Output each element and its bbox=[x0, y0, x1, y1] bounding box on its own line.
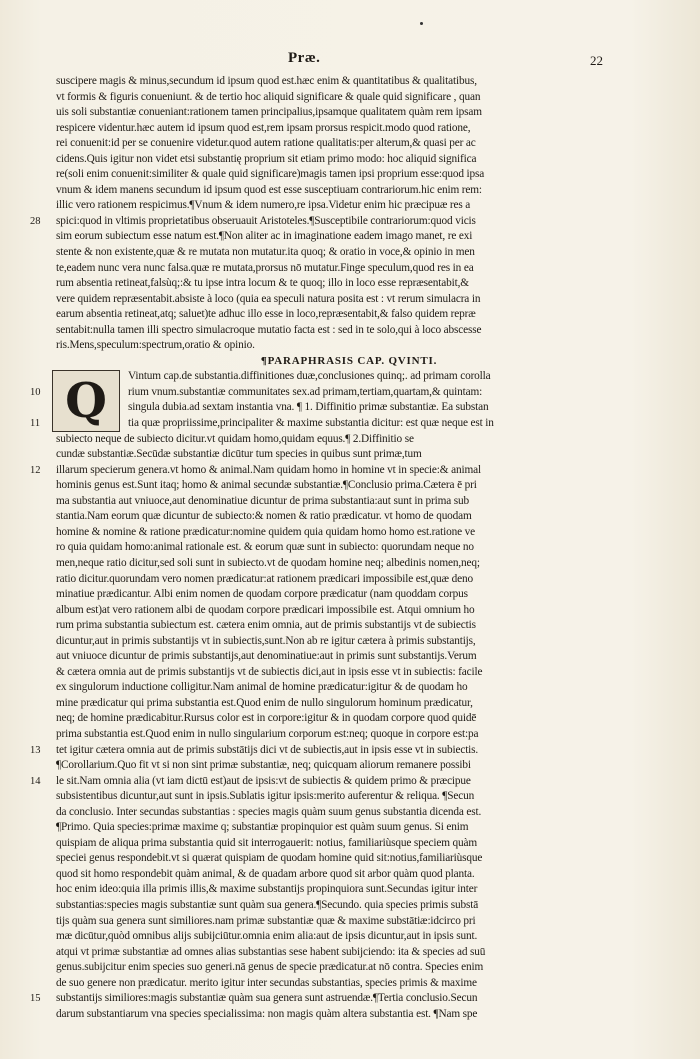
text-line: illic vero rationem respicimus.¶Vnum & idem numero,re ipsa.Videtur enim hic præcipuæ res a bbox=[56, 199, 471, 212]
text-line: dicuntur,aut in primis substantijs vt in subiectis,sunt.Non ab re igitur cætera à primis substantijs, bbox=[56, 634, 476, 647]
text-line: rum prima substantia subiectum est. cætera enim omnia, aut de primis substantijs vt de subiectis bbox=[56, 619, 476, 632]
text-line: stantia.Nam eorum quæ dicuntur de subiecto:& nomen & ratio prædicatur. vt homo de quodam bbox=[56, 510, 472, 523]
text-line: stente & non existente,quæ & re mutata non mutatur.ita quoq; & oratio in voce,& opinio in men bbox=[56, 246, 475, 259]
margin-number: 28 bbox=[30, 215, 41, 227]
text-line: quispiam de aliqua prima substantia quid sit interrogauerit: notius, familiariùsque speciem quàm bbox=[56, 836, 478, 849]
text-line: men,neque ratio dicitur,sed soli sunt in subiecto.vt de quodam homine neq; albedinis nomen,neq; bbox=[56, 556, 480, 569]
text-line: rium vnum.substantiæ communitates sex.ad primam,tertiam,quartam,& quintam: bbox=[128, 385, 483, 398]
margin-number: 10 bbox=[30, 387, 41, 398]
text-line: homine & nomine & ratione prædicatur:nomine quidem quia quidam homo homo est.ratione ve bbox=[56, 525, 475, 538]
text-line: quod sit homo respondebit quàm animal, & de quadam arbore quod sit arbor quàm quod planta. bbox=[56, 867, 475, 880]
text-line: tijs quàm sua genera sunt similiores.nam primæ substantiæ quæ & maxime substātiæ:idcirco pri bbox=[56, 914, 476, 927]
text-line: da conclusio. Inter secundas substantias : species magis quàm suum genus substantia dicenda est. bbox=[56, 805, 482, 818]
text-line: respicere videntur.hæc autem id ipsum quod est,rem ipsam prorsus respicit.modo quod ratione, bbox=[56, 121, 471, 134]
text-line: hominis genus est.Sunt itaq; homo & animal secundæ substantiæ.¶Conclusio prima.Cætera ē pri bbox=[56, 479, 477, 492]
text-line: mæ dicūtur,quòd omnibus alijs subijciūtur.omnia enim alia:aut de ipsis dicuntur,aut in ipsis sunt. bbox=[56, 930, 478, 943]
page-number: 22 bbox=[590, 53, 603, 68]
text-line: prima substantia est.Quod enim in nullo singularium corporum est:neq; quoque in corpore est:pa bbox=[56, 727, 479, 740]
text-line: tet igitur cætera omnia aut de primis substātijs dici vt de subiectis,aut in ipsis esse vt in subiectis. bbox=[56, 743, 479, 756]
text-line: genus.subijcitur enim species suo generi.nā genus de specie prædicatur.at nō contra. Species enim bbox=[56, 961, 484, 974]
text-line: singula dubia.ad sextam instantia vna. ¶ 1. Diffinitio primæ substantiæ. Ea substan bbox=[128, 401, 489, 414]
margin-number: 15 bbox=[30, 993, 41, 1005]
text-line: vnum & idem manens secundum id ipsum quod est esse susceptiuam contrariorum.hic enim rem: bbox=[56, 183, 482, 196]
text-line: sentabit:nulla tamen illi spectro simulacroque mutatio facta est : sed in te solo,qui à loco abscesse bbox=[56, 323, 482, 336]
text-line: re(soli enim conuenit:similiter & quale quid significare)magis tamen ipsi proprium esse:quod ipsa bbox=[56, 168, 485, 181]
text-line: rei conuenit:id per se conuenire videtur.quod autem ratione qualitatis:per alterum,& quasi per ac bbox=[56, 137, 476, 150]
text-line: cundæ substantiæ.Secūdæ substantiæ dicūtur tum species in quibus sunt primæ,tum bbox=[56, 448, 422, 461]
margin-number: 12 bbox=[30, 464, 41, 476]
text-line: spici:quod in vltimis proprietatibus obseruauit Aristoteles.¶Susceptibile contrariorum:quod vicis bbox=[56, 214, 476, 227]
text-line: tia quæ propriissime,principaliter & maxime substantia dicitur: est quæ neque est in bbox=[128, 417, 494, 430]
margin-number: 14 bbox=[30, 775, 41, 787]
text-line: speciei genus respondebit.vt si quærat quispiam de quodam homine quid sit:notius,familiariùsque bbox=[56, 852, 483, 865]
text-line: substantijs similiores:magis substantiæ quàm sua genera sunt astruendæ.¶Tertia conclusio.Secun bbox=[56, 992, 478, 1005]
text-line: illarum specierum genera.vt homo & animal.Nam quidam homo in homine vt in specie:& animal bbox=[56, 463, 481, 476]
text-line: album est)at vero rationem albi de quodam corpore prædicari impossibile est. Atqui omnium ho bbox=[56, 603, 475, 616]
section-heading: ¶PARAPHRASIS CAP. QVINTI. bbox=[260, 354, 438, 367]
text-line: ex singulorum inductione colligitur.Nam animal de homine prædicatur:igitur & de quodam ho bbox=[56, 681, 468, 694]
text-line: earum absentia retineat,atq; saluet)te adhuc illo esse in loco,repræsentabit,& falso quidem repræ bbox=[56, 308, 476, 321]
text-line: ratio dicitur.quorundam vero nomen prædicatur:at rationem prædicari impossibile est,quæ deno bbox=[56, 572, 473, 585]
text-line: suscipere magis & minus,secundum id ipsum quod est.hæc enim & quantitatibus & qualitatibus, bbox=[56, 75, 477, 87]
running-title: Præ. bbox=[288, 50, 321, 66]
margin-number: 13 bbox=[30, 744, 41, 756]
text-line: vere quidem repræsentabit.absiste à loco (quia ea speculi natura posita est : vt rerum simulacra in bbox=[56, 292, 481, 305]
text-line: vt formis & figuris conueniunt. & de tertio hoc aliquid significare & quale quid significare , quan bbox=[56, 90, 481, 103]
text-block bbox=[56, 74, 642, 1022]
text-line: Vintum cap.de substantia.diffinitiones duæ,conclusiones quinq;. ad primam corolla bbox=[128, 370, 491, 383]
text-line: subsistentibus dicuntur,aut sunt in ipsis.Sublatis igitur ipsis:merito auferentur & reliqua. ¶Secun bbox=[56, 790, 475, 803]
text-line: sim eorum subiectum esse natum est.¶Non aliter ac in imaginatione eadem imago manet, re exi bbox=[56, 230, 473, 243]
text-line: rum absentia retineat,falsùq;:& tu ipse intra locum & te quoq; illo in loco esse repræsentabit,& bbox=[56, 277, 469, 290]
text-line: & cætera omnia aut de primis substantijs vt de subiectis dici,aut in ipsis esse vt in subiectis: facile bbox=[56, 665, 483, 678]
text-line: cidens.Quis igitur non videt etsi substantię proprium sit etiam primo modo: hoc aliquid significa bbox=[56, 152, 477, 165]
text-line: ¶Corollarium.Quo fit vt si non sint primæ substantiæ, neq; quicquam aliorum remanere possibi bbox=[56, 759, 471, 772]
text-line: darum substantiarum vna species specialissima: non magis quàm altera substantia est. ¶Nam spe bbox=[56, 1007, 478, 1020]
text-line: mine prædicatur qui prima substantia est.Quod enim de nullo singulorum hominum prædicatur, bbox=[56, 696, 473, 709]
text-line: ¶Primo. Quia species:primæ maxime q; substantiæ propinquior est quàm suum genus. Si enim bbox=[56, 821, 469, 834]
text-line: te,eadem nunc vera nunc falsa.quæ re mutata,prorsus nō mutatur.Finge speculum,quod res in ea bbox=[56, 261, 474, 274]
text-line: atqui vt primæ substantiæ ad omnes alias substantias sese habent subijciendo: ita & species ad suū bbox=[56, 945, 486, 958]
text-line: ma substantia aut vniuoce,aut denominatiue dicuntur de prima substantia:aut sunt in prima sub bbox=[56, 494, 470, 507]
text-line: le sit.Nam omnia alia (vt iam dictū est)aut de ipsis:vt de subiectis & quidem primo & præcipue bbox=[56, 774, 471, 787]
ink-dot bbox=[420, 22, 423, 25]
decorated-initial bbox=[52, 370, 120, 432]
margin-number: 11 bbox=[30, 418, 41, 430]
text-line: subiecto neque de subiecto dicitur.vt quidam homo,quidam equus.¶ 2.Diffinitio se bbox=[56, 432, 414, 445]
text-line: uis soli substantiæ conueniant:rationem tamen principalius,ipsamque qualitatem quàm rem ipsam bbox=[56, 106, 482, 119]
text-line: ris.Mens,speculum:spectrum,oratio & opinio. bbox=[56, 339, 255, 352]
initial-letter: Q bbox=[65, 373, 107, 430]
text-line: neq; de homine prædicabitur.Rursus color est in corpore:igitur & in quodam corpore quod quidē bbox=[56, 712, 477, 725]
text-line: de suo genere non prædicatur. merito igitur inter secundas substantias, species primis & maxime bbox=[56, 976, 477, 989]
text-line: substantias:species magis substantiæ sunt quàm sua genera.¶Secundo. quia species primis substā bbox=[56, 898, 479, 911]
text-line: aut vniuoce dicuntur de primis substantijs,aut denominatiue:aut in primis sunt substantijs.Verum bbox=[56, 650, 477, 663]
text-line: minatiue prædicantur. Albi enim nomen de quodam corpore prædicatur (nam quoddam corpus bbox=[56, 588, 468, 601]
text-line: ro quia quidam homo:animal rationale est. & eorum quæ sunt in subiecto: quorundam neque no bbox=[56, 541, 474, 554]
text-line: hoc enim ideo:quia illa primis illis,& maxime substantijs propinquiora sunt.Secundas igitur inter bbox=[56, 883, 478, 896]
